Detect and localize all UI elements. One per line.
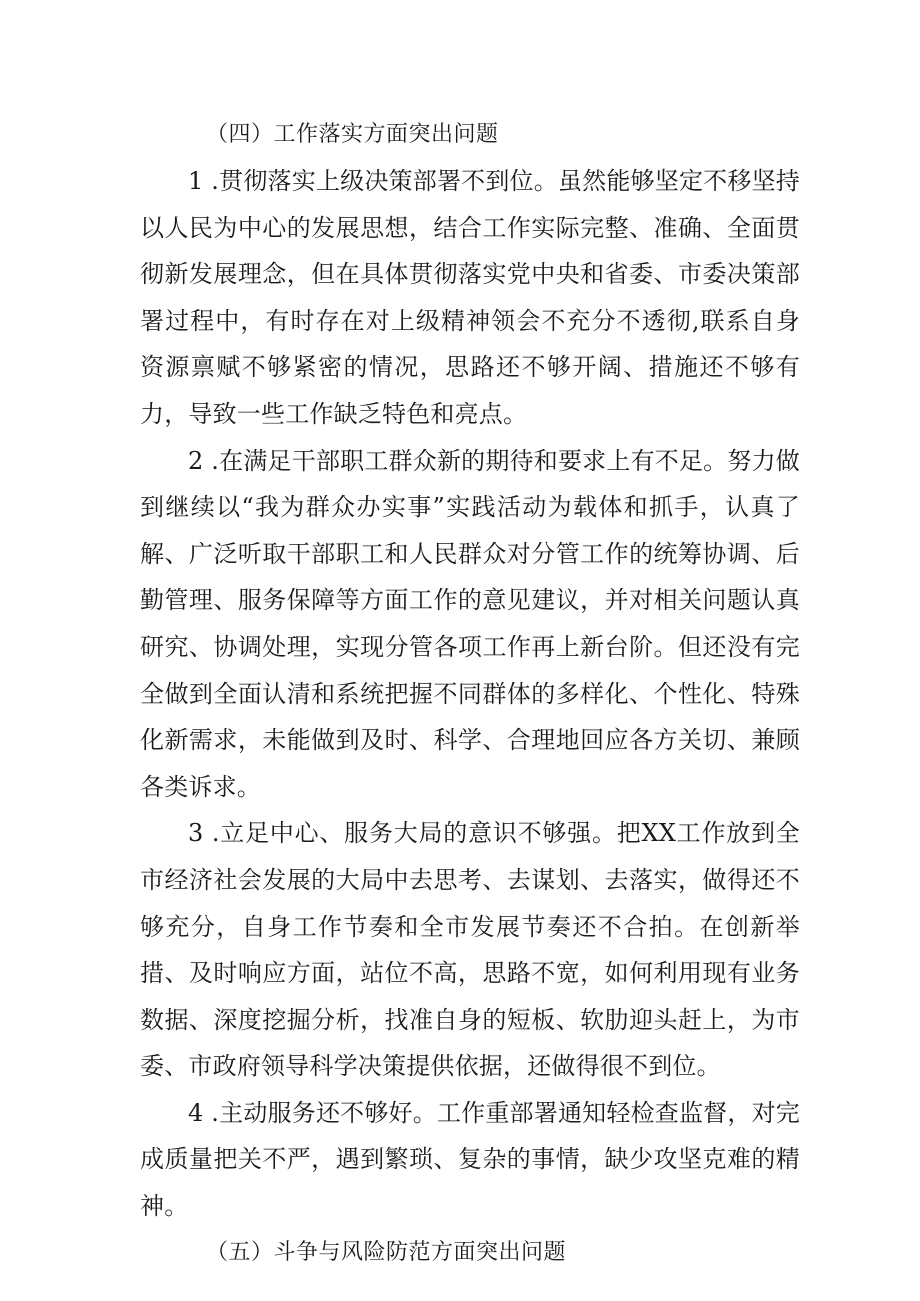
paragraph-4: 4 .主动服务还不够好。工作重部署通知轻检查监督，对完成质量把关不严，遇到繁琐、复杂的事情，缺少攻坚克难的精神。 <box>140 1098 800 1221</box>
section-heading-4: （四）工作落实方面突出问题 <box>206 122 499 147</box>
paragraph-2: 2 .在满足干部职工群众新的期待和要求上有不足。努力做到继续以“我为群众办实事”实践活动为载体和抓手，认真了解、广泛听取干部职工和人民群众对分管工作的统筹协调、后勤管理、服务保障等方面工作的意见建议，并对相关问题认真研究、协调处理，实现分管各项工作再上新台阶。但还没有完全做到全面认清和系统把握不同群体的多样化、个性化、特殊化新需求，未能做到及时、科学、合理地回应各方关切、兼顾各类诉求。 <box>140 446 800 801</box>
paragraph-1: 1 .贯彻落实上级决策部署不到位。虽然能够坚定不移坚持以人民为中心的发展思想，结合工作实际完整、准确、全面贯彻新发展理念，但在具体贯彻落实党中央和省委、市委决策部署过程中，有时存在对上级精神领会不充分不透彻,联系自身资源禀赋不够紧密的情况，思路还不够开阔、措施还不够有力，导致一些工作缺乏特色和亮点。 <box>140 167 800 428</box>
paragraph-3: 3 .立足中心、服务大局的意识不够强。把XX工作放到全市经济社会发展的大局中去思考、去谋划、去落实，做得还不够充分，自身工作节奏和全市发展节奏还不合拍。在创新举措、及时响应方面，站位不高，思路不宽，如何利用现有业务数据、深度挖掘分析，找准自身的短板、软肋迎头赶上，为市委、市政府领导科学决策提供依据，还做得很不到位。 <box>140 819 800 1081</box>
section-heading-5: （五）斗争与风险防范方面突出问题 <box>206 1239 567 1265</box>
document-body <box>140 112 800 1276</box>
